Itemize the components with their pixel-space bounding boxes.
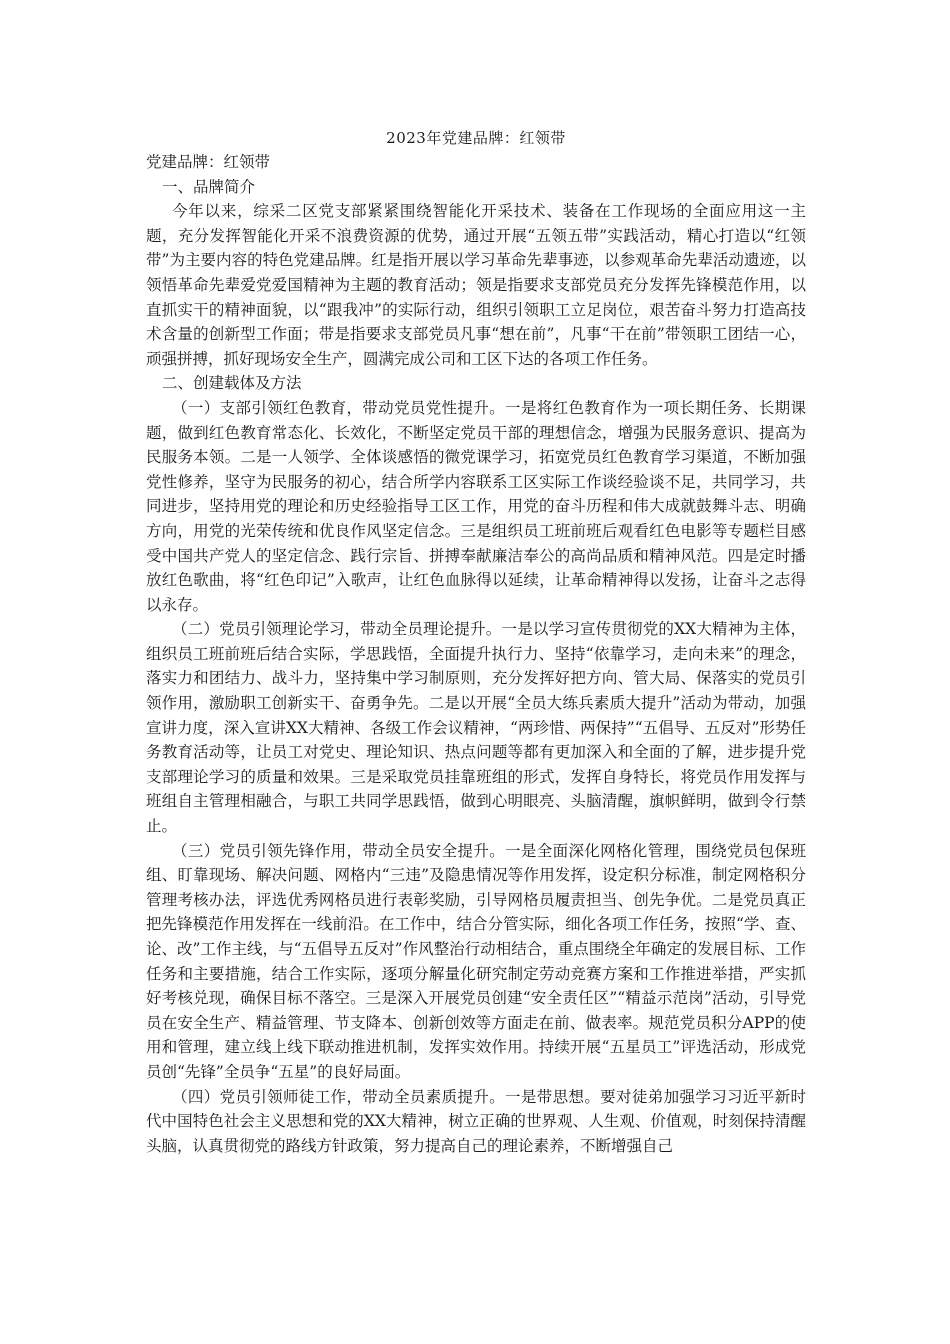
paragraph-item-3: （三）党员引领先锋作用，带动全员安全提升。一是全面深化网格化管理，围绕党员包保班组、盯靠现场、解决问题、网格内“三违”及隐患情况等作用发挥，设定积分标准，制定网格积分管理考核办法，评选优秀网格员进行表彰奖励，引导网格员履责担当、创先争优。二是党员真正把先锋模范作用发挥在一线前沿。在工作中，结合分管实际，细化各项工作任务，按照“学、查、论、改”工作主线，与“五倡导五反对”作风整治行动相结合，重点围绕全年确定的发展目标、工作任务和主要措施，结合工作实际，逐项分解量化研究制定劳动竞赛方案和工作推进举措，严实抓好考核兑现，确保目标不落空。三是深入开展党员创建“安全责任区”“精益示范岗”活动，引导党员在安全生产、精益管理、节支降本、创新创效等方面走在前、做表率。规范党员积分APP的使用和管理，建立线上线下联动推进机制，发挥实效作用。持续开展“五星员工”评选活动，形成党员创“先锋”全员争“五星”的良好局面。: [146, 841, 806, 1081]
document-body: [146, 126, 806, 1158]
brand-line: 党建品牌：红领带: [146, 153, 271, 171]
section-heading-carriers: 二、创建载体及方法: [162, 374, 302, 393]
section-heading-brand-intro: 一、品牌简介: [162, 177, 256, 196]
paragraph-brand-intro: 今年以来，综采二区党支部紧紧围绕智能化开采技术、装备在工作现场的全面应用这一主题，充分发挥智能化开采不浪费资源的优势，通过开展“五领五带”实践活动，精心打造以“红领带”为主要内容的特色党建品牌。红是指开展以学习革命先辈事迹，以参观革命先辈活动遗迹，以领悟革命先辈爱党爱国精神为主题的教育活动；领是指要求支部党员充分发挥先锋模范作用，以直抓实干的精神面貌，以“跟我冲”的实际行动，组织引领职工立足岗位，艰苦奋斗努力打造高技术含量的创新型工作面；带是指要求支部党员凡事“想在前”，凡事“干在前”带领职工团结一心，顽强拼搏，抓好现场安全生产，圆满完成公司和工区下达的各项工作任务。: [146, 202, 806, 368]
paragraph-item-4: （四）党员引领师徒工作，带动全员素质提升。一是带思想。要对徒弟加强学习习近平新时代中国特色社会主义思想和党的XX大精神，树立正确的世界观、人生观、价值观，时刻保持清醒头脑，认真贯彻党的路线方针政策，努力提高自己的理论素养，不断增强自己: [146, 1087, 806, 1155]
paragraph-item-1: （一）支部引领红色教育，带动党员党性提升。一是将红色教育作为一项长期任务、长期课题，做到红色教育常态化、长效化，不断坚定党员干部的理想信念，增强为民服务意识、提高为民服务本领。二是一人领学、全体谈感悟的微党课学习，拓宽党员红色教育学习渠道，不断加强党性修养，坚守为民服务的初心，结合所学内容联系工区实际工作谈经验谈不足，共同学习，共同进步，坚持用党的理论和历史经验指导工区工作，用党的奋斗历程和伟大成就鼓舞斗志、明确方向，用党的光荣传统和优良作风坚定信念。三是组织员工班前班后观看红色电影等专题栏目感受中国共产党人的坚定信念、践行宗旨、拼搏奉献廉洁奉公的高尚品质和精神风范。四是定时播放红色歌曲，将“红色印记”入歌声，让红色血脉得以延续，让革命精神得以发扬，让奋斗之志得以永存。: [146, 398, 806, 614]
document-title: 2023年党建品牌：红领带: [386, 129, 566, 147]
paragraph-item-2: （二）党员引领理论学习，带动全员理论提升。一是以学习宣传贯彻党的XX大精神为主体，组织员工班前班后结合实际，学思践悟，全面提升执行力、坚持“依靠学习，走向未来”的理念，落实力和团结力、战斗力，坚持集中学习制原则，充分发挥好把方向、管大局、保落实的党员引领作用，激励职工创新实干、奋勇争先。二是以开展“全员大练兵素质大提升”活动为带动，加强宣讲力度，深入宣讲XX大精神、各级工作会议精神，“两珍惜、两保持”“五倡导、五反对”形势任务教育活动等，让员工对党史、理论知识、热点问题等都有更加深入和全面的了解，进步提升党支部理论学习的质量和效果。三是采取党员挂靠班组的形式，发挥自身特长，将党员作用发挥与班组自主管理相融合，与职工共同学思践悟，做到心明眼亮、头脑清醒，旗帜鲜明，做到令行禁止。: [146, 620, 806, 836]
